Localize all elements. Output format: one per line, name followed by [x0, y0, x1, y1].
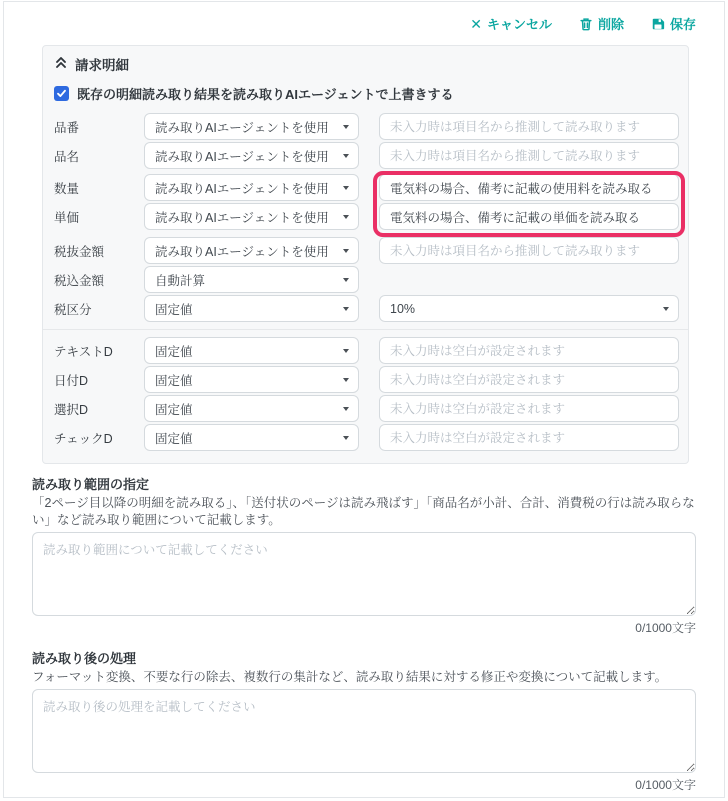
row-label: 税込金額 — [54, 273, 105, 288]
hint-input[interactable] — [379, 203, 679, 230]
method-select[interactable] — [144, 424, 359, 451]
row-label: テキストD — [54, 344, 113, 359]
method-select[interactable] — [144, 366, 359, 393]
method-select-value: 固定値 — [155, 373, 193, 388]
card-header — [54, 55, 677, 73]
chevron-down-icon — [343, 215, 349, 219]
method-select-value: 読み取りAIエージェントを使用 — [155, 210, 329, 225]
form-row-zeikubun — [54, 295, 677, 322]
chevron-down-icon — [343, 186, 349, 190]
char-counter: 0/1000文字 — [635, 778, 696, 792]
hint-input[interactable] — [379, 337, 679, 364]
x-icon: ✕ — [470, 15, 482, 32]
overwrite-checkbox-label: 既存の明細読み取り結果を読み取りAIエージェントで上書きする — [77, 86, 454, 102]
method-select[interactable] — [144, 266, 359, 293]
char-counter: 0/1000文字 — [635, 621, 696, 635]
method-select-value: 読み取りAIエージェントを使用 — [155, 181, 329, 196]
method-select-value: 固定値 — [155, 402, 193, 417]
method-select[interactable] — [144, 142, 359, 169]
delete-button[interactable] — [579, 14, 624, 33]
card-title: 請求明細 — [75, 58, 129, 73]
row-label: 数量 — [54, 181, 80, 196]
hint-input[interactable] — [379, 142, 679, 169]
method-select-value: 自動計算 — [155, 273, 206, 288]
chevron-down-icon — [343, 349, 349, 353]
form-row-suuryou — [54, 174, 677, 201]
form-row-date-d — [54, 366, 677, 393]
post-processing-section — [32, 648, 696, 793]
reading-range-section — [32, 474, 696, 636]
form-row-tanka — [54, 203, 677, 230]
chevron-down-icon — [343, 125, 349, 129]
tax-rate-select[interactable] — [379, 295, 679, 322]
method-select[interactable] — [144, 203, 359, 230]
method-select-value: 読み取りAIエージェントを使用 — [155, 149, 329, 164]
post-processing-textarea[interactable] — [32, 689, 696, 773]
method-select-value: 固定値 — [155, 431, 193, 446]
chevron-down-icon — [343, 407, 349, 411]
method-select[interactable] — [144, 174, 359, 201]
chevron-down-icon — [343, 378, 349, 382]
method-select-value: 読み取りAIエージェントを使用 — [155, 120, 329, 135]
chevron-down-icon — [343, 307, 349, 311]
hint-input[interactable] — [379, 174, 679, 201]
divider — [43, 329, 688, 330]
overwrite-checkbox[interactable] — [54, 86, 69, 101]
row-label: 品名 — [54, 149, 80, 164]
hint-input[interactable] — [379, 237, 679, 264]
save-button[interactable] — [651, 14, 696, 33]
form-row-hinmei — [54, 142, 677, 169]
section-title: 読み取り後の処理 — [32, 651, 137, 666]
chevron-down-icon — [343, 249, 349, 253]
form-row-check-d — [54, 424, 677, 451]
row-label: 品番 — [54, 120, 80, 135]
reading-range-textarea[interactable] — [32, 532, 696, 616]
method-select[interactable] — [144, 295, 359, 322]
invoice-detail-card — [42, 45, 689, 464]
method-select[interactable] — [144, 337, 359, 364]
method-select[interactable] — [144, 395, 359, 422]
form-row-hinban — [54, 113, 677, 140]
row-label: 税抜金額 — [54, 244, 105, 259]
delete-button-label: 削除 — [597, 17, 624, 32]
method-select-value: 固定値 — [155, 302, 193, 317]
save-button-label: 保存 — [669, 17, 696, 32]
row-label: 選択D — [54, 402, 89, 417]
chevron-down-icon — [663, 307, 669, 311]
row-label: 単価 — [54, 210, 80, 225]
row-label: チェックD — [54, 431, 113, 446]
method-select[interactable] — [144, 113, 359, 140]
chevron-down-icon — [343, 278, 349, 282]
form-row-zeikomi — [54, 266, 677, 293]
chevrons-up-icon[interactable] — [54, 55, 68, 74]
cancel-button-label: キャンセル — [486, 17, 552, 32]
toolbar — [4, 2, 724, 45]
overwrite-checkbox-row — [54, 83, 677, 103]
row-label: 日付D — [54, 373, 89, 388]
hint-input[interactable] — [379, 395, 679, 422]
chevron-down-icon — [343, 154, 349, 158]
hint-input[interactable] — [379, 113, 679, 140]
chevron-down-icon — [343, 436, 349, 440]
trash-icon — [579, 17, 593, 31]
row-label: 税区分 — [54, 302, 92, 317]
floppy-icon — [651, 17, 665, 31]
form-row-select-d — [54, 395, 677, 422]
form-row-text-d — [54, 337, 677, 364]
method-select-value: 読み取りAIエージェントを使用 — [155, 244, 329, 259]
section-description: 「2ページ目以降の明細を読み取る」、「送付状のページは読み飛ばす」「商品名が小計、合計、消費税の行は読み取らない」など読み取り範囲について記載します。 — [32, 496, 695, 527]
tax-rate-select-value: 10% — [390, 301, 416, 316]
hint-input[interactable] — [379, 424, 679, 451]
section-title: 読み取り範囲の指定 — [32, 477, 150, 492]
cancel-button[interactable] — [470, 14, 552, 33]
hint-input[interactable] — [379, 366, 679, 393]
method-select[interactable] — [144, 237, 359, 264]
form-row-zeinuki — [54, 237, 677, 264]
page — [3, 1, 725, 798]
method-select-value: 固定値 — [155, 344, 193, 359]
section-description: フォーマット変換、不要な行の除去、複数行の集計など、読み取り結果に対する修正や変換について記載します。 — [32, 670, 668, 684]
